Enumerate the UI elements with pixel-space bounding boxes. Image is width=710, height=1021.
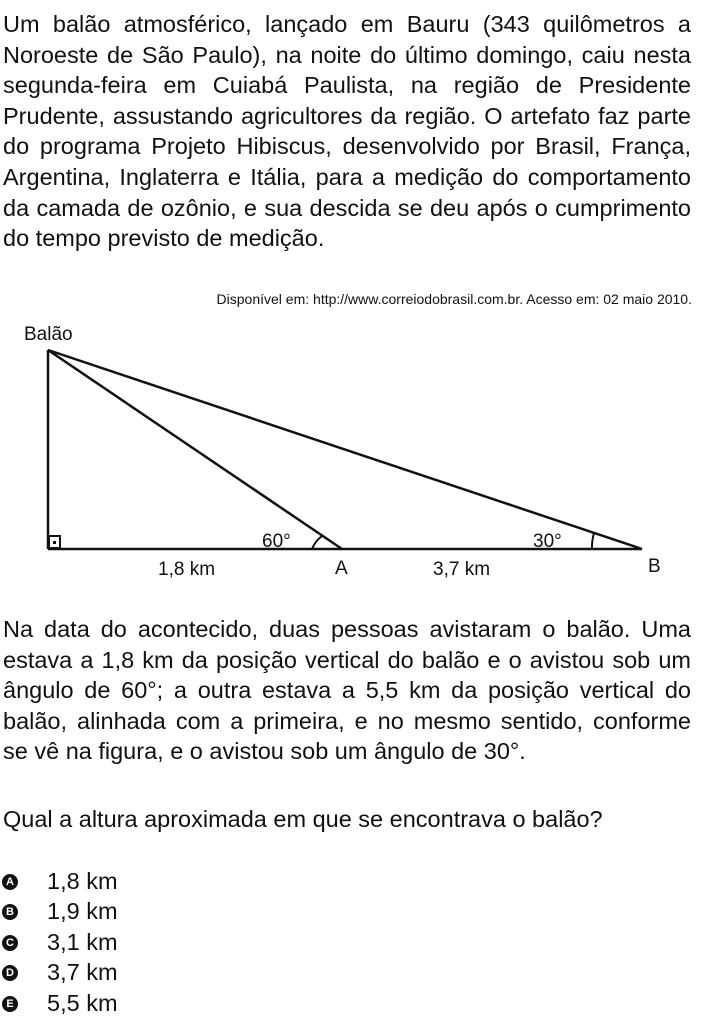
option-text: 5,5 km bbox=[47, 989, 118, 1016]
distance-label-1: 1,8 km bbox=[158, 559, 216, 580]
source-citation: Disponível em: http://www.correiodobrasil.com.br. Acesso em: 02 maio 2010. bbox=[216, 291, 692, 307]
option-text: 3,1 km bbox=[47, 928, 118, 955]
angle-label-b: 30° bbox=[533, 531, 562, 552]
option-letter-badge: B bbox=[2, 904, 18, 920]
angle-label-a: 60° bbox=[262, 531, 291, 552]
point-label-a: A bbox=[335, 558, 348, 579]
question-text: Qual a altura aproximada em que se encontrava o balão? bbox=[3, 806, 603, 832]
distance-label-2: 3,7 km bbox=[433, 559, 491, 580]
option-text: 1,8 km bbox=[47, 868, 118, 894]
balloon-label: Balão bbox=[24, 324, 73, 345]
intro-paragraph: Um balão atmosférico, lançado em Bauru (343 quilômetros a Noroeste de São Paulo), na noite do último domingo, caiu nesta segunda-feira em Cuiabá Paulista, na região de Presidente Prudente, assustando agricultores da região. O artefato faz parte do programa Projeto Hibiscus, desenvolvido por Brasil, França, Argentina, Inglaterra e Itália, para a medição do comportamento da camada de ozônio, e sua descida se deu após o cumprimento do tempo previsto de medição. bbox=[3, 11, 691, 252]
option-letter-badge: C bbox=[2, 935, 18, 951]
option-letter-badge: D bbox=[2, 965, 18, 981]
triangle-figure bbox=[0, 318, 710, 588]
option-letter-badge: E bbox=[2, 996, 18, 1012]
angle-arc-a bbox=[312, 536, 322, 549]
point-label-b: B bbox=[648, 556, 661, 577]
sight-line-a bbox=[48, 350, 342, 549]
right-angle-dot bbox=[53, 541, 56, 544]
option-text: 1,9 km bbox=[47, 898, 118, 925]
option-letter-badge: A bbox=[2, 874, 18, 890]
situation-paragraph: Na data do acontecido, duas pessoas avistaram o balão. Uma estava a 1,8 km da posição vertical do balão e o avistou sob um ângulo de 60°; a outra estava a 5,5 km da posição vertical do balão, alinhada com a primeira, e no mesmo sentido, conforme se vê na figura, e o avistou sob um ângulo de 30°. bbox=[3, 616, 691, 765]
sight-line-b bbox=[48, 350, 642, 549]
option-text: 3,7 km bbox=[47, 959, 118, 986]
angle-arc-b bbox=[592, 533, 594, 549]
